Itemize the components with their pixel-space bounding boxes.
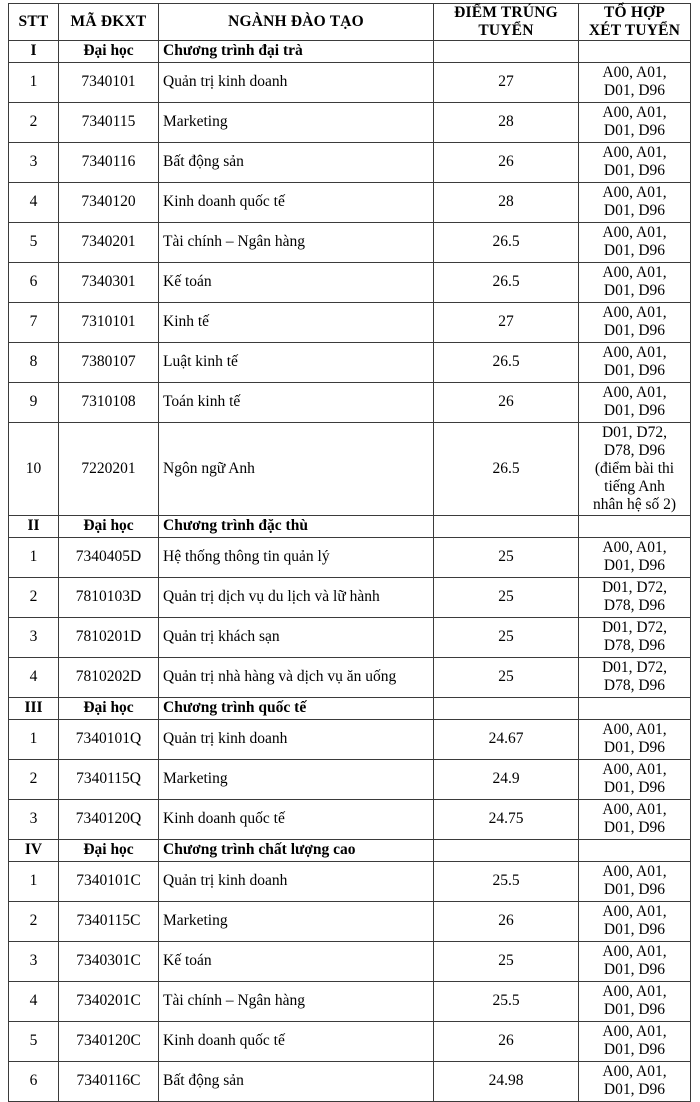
- subject-combination-line: A00, A01,: [602, 264, 667, 282]
- table-row: [9, 262, 691, 302]
- section-header-row: [9, 697, 691, 719]
- section-numeral: III: [9, 697, 59, 719]
- row-index-cell: 9: [9, 382, 59, 422]
- benchmark-score-cell: 27: [434, 302, 579, 342]
- table-row: [9, 182, 691, 222]
- subject-combination-cell: [579, 617, 691, 657]
- row-index-cell: 2: [9, 577, 59, 617]
- registration-code-cell: 7340115: [59, 102, 159, 142]
- benchmark-score-cell: 24.98: [434, 1061, 579, 1101]
- major-name-cell: Quản trị nhà hàng và dịch vụ ăn uống: [159, 657, 434, 697]
- section-combo-blank: [579, 697, 691, 719]
- admission-score-table: [8, 3, 691, 1102]
- benchmark-score-cell: 26.5: [434, 342, 579, 382]
- table-row: [9, 62, 691, 102]
- subject-combination-line: A00, A01,: [602, 943, 667, 961]
- benchmark-score-cell: 26.5: [434, 262, 579, 302]
- row-index-cell: 2: [9, 102, 59, 142]
- table-row: [9, 302, 691, 342]
- subject-combination-line: A00, A01,: [602, 983, 667, 1001]
- row-index-cell: 2: [9, 759, 59, 799]
- subject-combination-cell: [579, 222, 691, 262]
- column-header-combo: [579, 4, 691, 41]
- subject-combination-line: A00, A01,: [602, 104, 667, 122]
- benchmark-score-cell: 26: [434, 901, 579, 941]
- benchmark-score-cell: 25: [434, 617, 579, 657]
- subject-combination-line: D01, D96: [603, 961, 666, 979]
- major-name-cell: Kinh tế: [159, 302, 434, 342]
- subject-combination-line: A00, A01,: [602, 721, 667, 739]
- subject-combination-cell: [579, 941, 691, 981]
- subject-combination-cell: [579, 901, 691, 941]
- benchmark-score-cell: 26: [434, 142, 579, 182]
- major-name-cell: Quản trị khách sạn: [159, 617, 434, 657]
- registration-code-cell: 7380107: [59, 342, 159, 382]
- subject-combination-cell: [579, 577, 691, 617]
- subject-combination-cell: [579, 537, 691, 577]
- subject-combination-line: D01, D96: [603, 779, 666, 797]
- subject-combination-line: A00, A01,: [602, 539, 667, 557]
- major-name-cell: Quản trị kinh doanh: [159, 719, 434, 759]
- registration-code-cell: 7340115C: [59, 901, 159, 941]
- subject-combination-line: A00, A01,: [602, 144, 667, 162]
- subject-combination-line: A00, A01,: [602, 1063, 667, 1081]
- registration-code-cell: 7310101: [59, 302, 159, 342]
- subject-combination-line: D78, D96: [603, 441, 666, 459]
- subject-combination-line: D01, D96: [603, 282, 666, 300]
- subject-combination-cell: [579, 102, 691, 142]
- subject-combination-cell: [579, 422, 691, 515]
- major-name-cell: Kinh doanh quốc tế: [159, 1021, 434, 1061]
- section-level: Đại học: [59, 697, 159, 719]
- table-row: [9, 1061, 691, 1101]
- registration-code-cell: 7340301C: [59, 941, 159, 981]
- subject-combination-line: D01, D96: [603, 739, 666, 757]
- table-row: [9, 861, 691, 901]
- table-row: [9, 981, 691, 1021]
- registration-code-cell: 7310108: [59, 382, 159, 422]
- subject-combination-line: A00, A01,: [602, 1023, 667, 1041]
- benchmark-score-cell: 26: [434, 382, 579, 422]
- row-index-cell: 1: [9, 537, 59, 577]
- registration-code-cell: 7340116C: [59, 1061, 159, 1101]
- benchmark-score-cell: 26: [434, 1021, 579, 1061]
- major-name-cell: Bất động sản: [159, 142, 434, 182]
- benchmark-score-cell: 25.5: [434, 861, 579, 901]
- table-row: [9, 382, 691, 422]
- major-name-cell: Bất động sản: [159, 1061, 434, 1101]
- section-numeral: II: [9, 515, 59, 537]
- subject-combination-cell: [579, 382, 691, 422]
- row-index-cell: 3: [9, 799, 59, 839]
- subject-combination-line: D01, D96: [603, 921, 666, 939]
- section-name: Chương trình đại trà: [159, 40, 434, 62]
- subject-combination-line: D01, D96: [603, 1081, 666, 1099]
- major-name-cell: Ngôn ngữ Anh: [159, 422, 434, 515]
- section-name: Chương trình chất lượng cao: [159, 839, 434, 861]
- subject-combination-cell: [579, 302, 691, 342]
- section-score-blank: [434, 839, 579, 861]
- subject-combination-line: A00, A01,: [602, 344, 667, 362]
- section-score-blank: [434, 697, 579, 719]
- row-index-cell: 3: [9, 617, 59, 657]
- major-name-cell: Luật kinh tế: [159, 342, 434, 382]
- major-name-cell: Tài chính – Ngân hàng: [159, 222, 434, 262]
- registration-code-cell: 7340115Q: [59, 759, 159, 799]
- section-header-row: [9, 515, 691, 537]
- table-row: [9, 719, 691, 759]
- section-combo-blank: [579, 839, 691, 861]
- subject-combination-cell: [579, 861, 691, 901]
- subject-combination-line: D01, D96: [603, 122, 666, 140]
- section-header-row: [9, 839, 691, 861]
- section-name: Chương trình đặc thù: [159, 515, 434, 537]
- row-index-cell: 1: [9, 719, 59, 759]
- section-numeral: IV: [9, 839, 59, 861]
- subject-combination-line: A00, A01,: [602, 863, 667, 881]
- subject-combination-line: D78, D96: [603, 677, 666, 695]
- column-header-line: STT: [18, 12, 49, 30]
- subject-combination-line: A00, A01,: [602, 64, 667, 82]
- major-name-cell: Tài chính – Ngân hàng: [159, 981, 434, 1021]
- section-combo-blank: [579, 40, 691, 62]
- section-header-row: [9, 40, 691, 62]
- registration-code-cell: 7810201D: [59, 617, 159, 657]
- row-index-cell: 6: [9, 1061, 59, 1101]
- benchmark-score-cell: 25: [434, 537, 579, 577]
- subject-combination-line: D78, D96: [603, 597, 666, 615]
- benchmark-score-cell: 25: [434, 941, 579, 981]
- section-level: Đại học: [59, 515, 159, 537]
- major-name-cell: Marketing: [159, 102, 434, 142]
- registration-code-cell: 7340201: [59, 222, 159, 262]
- registration-code-cell: 7340101C: [59, 861, 159, 901]
- column-header-line: MÃ ĐKXT: [70, 12, 147, 30]
- subject-combination-line: D01, D96: [603, 881, 666, 899]
- subject-combination-line: D01, D96: [603, 162, 666, 180]
- row-index-cell: 3: [9, 142, 59, 182]
- registration-code-cell: 7340120: [59, 182, 159, 222]
- subject-combination-line: D01, D72,: [601, 579, 667, 597]
- benchmark-score-cell: 24.9: [434, 759, 579, 799]
- table-header: [9, 4, 691, 41]
- subject-combination-line: D01, D96: [603, 819, 666, 837]
- major-name-cell: Quản trị dịch vụ du lịch và lữ hành: [159, 577, 434, 617]
- major-name-cell: Kế toán: [159, 941, 434, 981]
- subject-combination-cell: [579, 142, 691, 182]
- section-name: Chương trình quốc tế: [159, 697, 434, 719]
- subject-combination-line: D01, D96: [603, 82, 666, 100]
- registration-code-cell: 7340101Q: [59, 719, 159, 759]
- benchmark-score-cell: 27: [434, 62, 579, 102]
- major-name-cell: Quản trị kinh doanh: [159, 861, 434, 901]
- table-row: [9, 759, 691, 799]
- section-level: Đại học: [59, 40, 159, 62]
- table-row: [9, 941, 691, 981]
- subject-combination-cell: [579, 759, 691, 799]
- row-index-cell: 6: [9, 262, 59, 302]
- major-name-cell: Marketing: [159, 759, 434, 799]
- table-row: [9, 422, 691, 515]
- table-row: [9, 901, 691, 941]
- row-index-cell: 10: [9, 422, 59, 515]
- row-index-cell: 3: [9, 941, 59, 981]
- benchmark-score-cell: 26.5: [434, 222, 579, 262]
- benchmark-score-cell: 24.67: [434, 719, 579, 759]
- subject-combination-line: A00, A01,: [602, 903, 667, 921]
- table-row: [9, 617, 691, 657]
- subject-combination-cell: [579, 262, 691, 302]
- row-index-cell: 5: [9, 1021, 59, 1061]
- subject-combination-line: nhân hệ số 2): [592, 495, 677, 513]
- column-header-line: XÉT TUYỂN: [588, 21, 681, 39]
- subject-combination-line: (điểm bài thi: [594, 459, 675, 477]
- subject-combination-line: D01, D96: [603, 202, 666, 220]
- subject-combination-cell: [579, 342, 691, 382]
- major-name-cell: Hệ thống thông tin quản lý: [159, 537, 434, 577]
- subject-combination-line: D01, D96: [603, 362, 666, 380]
- benchmark-score-cell: 28: [434, 102, 579, 142]
- subject-combination-line: D01, D96: [603, 557, 666, 575]
- column-header-stt: [9, 4, 59, 41]
- row-index-cell: 1: [9, 861, 59, 901]
- subject-combination-line: D01, D96: [603, 322, 666, 340]
- subject-combination-line: D01, D72,: [601, 659, 667, 677]
- row-index-cell: 5: [9, 222, 59, 262]
- row-index-cell: 4: [9, 981, 59, 1021]
- major-name-cell: Kế toán: [159, 262, 434, 302]
- subject-combination-line: A00, A01,: [602, 184, 667, 202]
- subject-combination-cell: [579, 1021, 691, 1061]
- subject-combination-line: D01, D72,: [601, 619, 667, 637]
- subject-combination-cell: [579, 719, 691, 759]
- registration-code-cell: 7810103D: [59, 577, 159, 617]
- subject-combination-line: A00, A01,: [602, 801, 667, 819]
- table-row: [9, 1021, 691, 1061]
- header-row: [9, 4, 691, 41]
- subject-combination-line: D01, D96: [603, 1001, 666, 1019]
- registration-code-cell: 7340120Q: [59, 799, 159, 839]
- registration-code-cell: 7340120C: [59, 1021, 159, 1061]
- subject-combination-line: D78, D96: [603, 637, 666, 655]
- registration-code-cell: 7340405D: [59, 537, 159, 577]
- subject-combination-cell: [579, 799, 691, 839]
- subject-combination-line: tiếng Anh: [604, 477, 665, 495]
- major-name-cell: Kinh doanh quốc tế: [159, 182, 434, 222]
- subject-combination-cell: [579, 182, 691, 222]
- column-header-line: NGÀNH ĐÀO TẠO: [228, 12, 364, 30]
- subject-combination-cell: [579, 981, 691, 1021]
- subject-combination-line: D01, D72,: [601, 424, 667, 442]
- column-header-line: TỔ HỢP: [603, 4, 666, 21]
- subject-combination-line: D01, D96: [603, 402, 666, 420]
- registration-code-cell: 7220201: [59, 422, 159, 515]
- table-row: [9, 142, 691, 182]
- row-index-cell: 2: [9, 901, 59, 941]
- row-index-cell: 4: [9, 657, 59, 697]
- registration-code-cell: 7340301: [59, 262, 159, 302]
- table-row: [9, 102, 691, 142]
- section-combo-blank: [579, 515, 691, 537]
- benchmark-score-cell: 26.5: [434, 422, 579, 515]
- section-score-blank: [434, 515, 579, 537]
- subject-combination-cell: [579, 657, 691, 697]
- row-index-cell: 4: [9, 182, 59, 222]
- registration-code-cell: 7810202D: [59, 657, 159, 697]
- section-level: Đại học: [59, 839, 159, 861]
- column-header-code: [59, 4, 159, 41]
- subject-combination-cell: [579, 62, 691, 102]
- major-name-cell: Marketing: [159, 901, 434, 941]
- column-header-line: ĐIỂM TRÚNG: [454, 4, 558, 21]
- table-row: [9, 537, 691, 577]
- table-row: [9, 799, 691, 839]
- benchmark-score-cell: 25.5: [434, 981, 579, 1021]
- benchmark-score-cell: 25: [434, 577, 579, 617]
- registration-code-cell: 7340116: [59, 142, 159, 182]
- subject-combination-line: A00, A01,: [602, 761, 667, 779]
- table-row: [9, 222, 691, 262]
- column-header-line: TUYỂN: [478, 21, 534, 39]
- row-index-cell: 7: [9, 302, 59, 342]
- table-row: [9, 657, 691, 697]
- column-header-major: [159, 4, 434, 41]
- column-header-score: [434, 4, 579, 41]
- row-index-cell: 8: [9, 342, 59, 382]
- benchmark-score-cell: 24.75: [434, 799, 579, 839]
- benchmark-score-cell: 25: [434, 657, 579, 697]
- subject-combination-line: A00, A01,: [602, 304, 667, 322]
- subject-combination-line: D01, D96: [603, 1041, 666, 1059]
- registration-code-cell: 7340201C: [59, 981, 159, 1021]
- table-row: [9, 577, 691, 617]
- subject-combination-line: D01, D96: [603, 242, 666, 260]
- table-body: [9, 40, 691, 1101]
- subject-combination-cell: [579, 1061, 691, 1101]
- section-numeral: I: [9, 40, 59, 62]
- subject-combination-line: A00, A01,: [602, 384, 667, 402]
- section-score-blank: [434, 40, 579, 62]
- table-row: [9, 342, 691, 382]
- row-index-cell: 1: [9, 62, 59, 102]
- major-name-cell: Toán kinh tế: [159, 382, 434, 422]
- benchmark-score-cell: 28: [434, 182, 579, 222]
- major-name-cell: Kinh doanh quốc tế: [159, 799, 434, 839]
- major-name-cell: Quản trị kinh doanh: [159, 62, 434, 102]
- subject-combination-line: A00, A01,: [602, 224, 667, 242]
- registration-code-cell: 7340101: [59, 62, 159, 102]
